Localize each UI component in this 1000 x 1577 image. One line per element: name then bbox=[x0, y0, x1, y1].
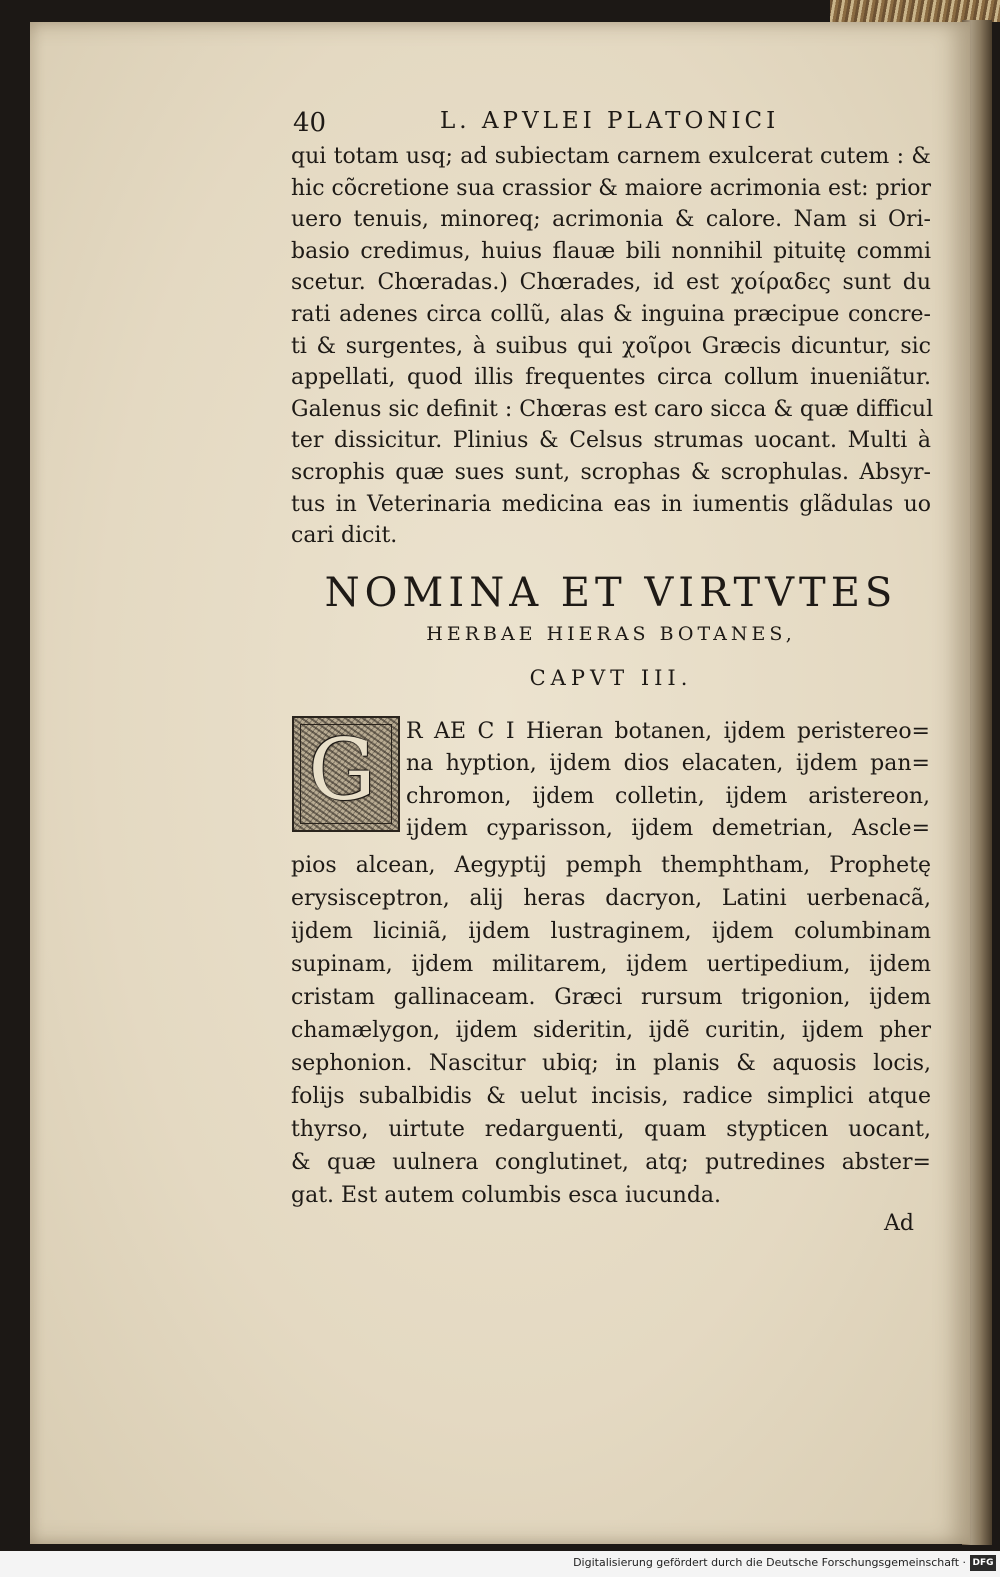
chapter-number: CAPVT III. bbox=[529, 666, 693, 690]
chapter-subheading: HERBAE HIERAS BOTANES, bbox=[426, 623, 796, 645]
chapter-opening-text bbox=[406, 716, 930, 846]
text-line: chromon, ijdem colletin, ijdem aristereon, bbox=[406, 783, 930, 809]
text-line: chamælygon, ijdem sideritin, ijdẽ curitin, ijdem pher bbox=[291, 1018, 931, 1043]
dfg-logo: DFG bbox=[970, 1555, 996, 1571]
text-line: R AE C I Hieran botanen, ijdem peristereo= bbox=[406, 719, 930, 744]
text-line: gat. Est autem columbis esca iucunda. bbox=[291, 1183, 722, 1208]
text-line: Galenus sic definit : Chœras est caro sicca & quæ difficul bbox=[291, 396, 934, 422]
text-line: pios alcean, Aegyptij pemph themphtham, Prophetę bbox=[291, 853, 931, 878]
text-line: qui totam usq; ad subiectam carnem exulcerat cutem : & bbox=[291, 144, 931, 169]
catchword: Ad bbox=[884, 1211, 914, 1236]
text-line: ter dissicitur. Plinius & Celsus strumas uocant. Multi à bbox=[291, 428, 931, 454]
text-line: sephonion. Nascitur ubiq; in planis & aquosis locis, bbox=[291, 1051, 931, 1076]
chapter-text bbox=[291, 849, 931, 1212]
text-line: supinam, ijdem militarem, ijdem uertipedium, ijdem bbox=[291, 952, 931, 977]
text-line: na hyption, ijdem dios elacaten, ijdem pan= bbox=[406, 751, 930, 777]
text-line: ti & surgentes, à suibus qui χοῖροι Græcis dicuntur, sic bbox=[291, 333, 931, 359]
initial-letter: G bbox=[308, 721, 376, 819]
text-line: thyrso, uirtute redarguenti, quam stypticen uocant, bbox=[291, 1117, 931, 1142]
body-text bbox=[291, 141, 934, 552]
text-line: & quæ uulnera conglutinet, atq; putredines abster= bbox=[291, 1150, 931, 1175]
text-line: scrophis quæ sues sunt, scrophas & scrophulas. Absyr- bbox=[291, 459, 931, 485]
text-line: ijdem cyparisson, ijdem demetrian, Ascle= bbox=[406, 816, 930, 842]
text-line: ijdem liciniã, ijdem lustraginem, ijdem columbinam bbox=[291, 919, 931, 944]
funding-credit: Digitalisierung gefördert durch die Deutsche Forschungsgemeinschaft · bbox=[573, 1556, 966, 1569]
book-top-edge bbox=[830, 0, 1000, 22]
text-line: basio credimus, huius flauæ bili nonnihil pituitę commi bbox=[291, 238, 931, 264]
text-line: scetur. Chœradas.) Chœrades, id est χοίραδες sunt du bbox=[291, 270, 931, 296]
text-line: cari dicit. bbox=[291, 523, 398, 549]
running-head: L. APVLEI PLATONICI bbox=[440, 108, 780, 134]
footer-bar bbox=[0, 1551, 1000, 1577]
text-line: tus in Veterinaria medicina eas in iumentis glãdulas uo bbox=[291, 491, 931, 517]
decorated-initial bbox=[292, 716, 400, 832]
text-line: appellati, quod illis frequentes circa collum inueniãtur. bbox=[291, 365, 931, 391]
text-line: rati adenes circa collũ, alas & inguina præcipue concre- bbox=[291, 301, 931, 327]
text-line: folijs subalbidis & uelut incisis, radice simplici atque bbox=[291, 1084, 931, 1109]
text-line: uero tenuis, minoreq; acrimonia & calore. Nam si Ori- bbox=[291, 207, 931, 233]
page-number: 40 bbox=[293, 108, 327, 138]
chapter-heading: NOMINA ET VIRTVTES bbox=[324, 570, 898, 616]
text-line: erysisceptron, alij heras dacryon, Latini uerbenacã, bbox=[291, 886, 931, 911]
text-line: cristam gallinaceam. Græci rursum trigonion, ijdem bbox=[291, 985, 931, 1010]
text-line: hic cõcretione sua crassior & maiore acrimonia est: prior bbox=[291, 175, 931, 201]
